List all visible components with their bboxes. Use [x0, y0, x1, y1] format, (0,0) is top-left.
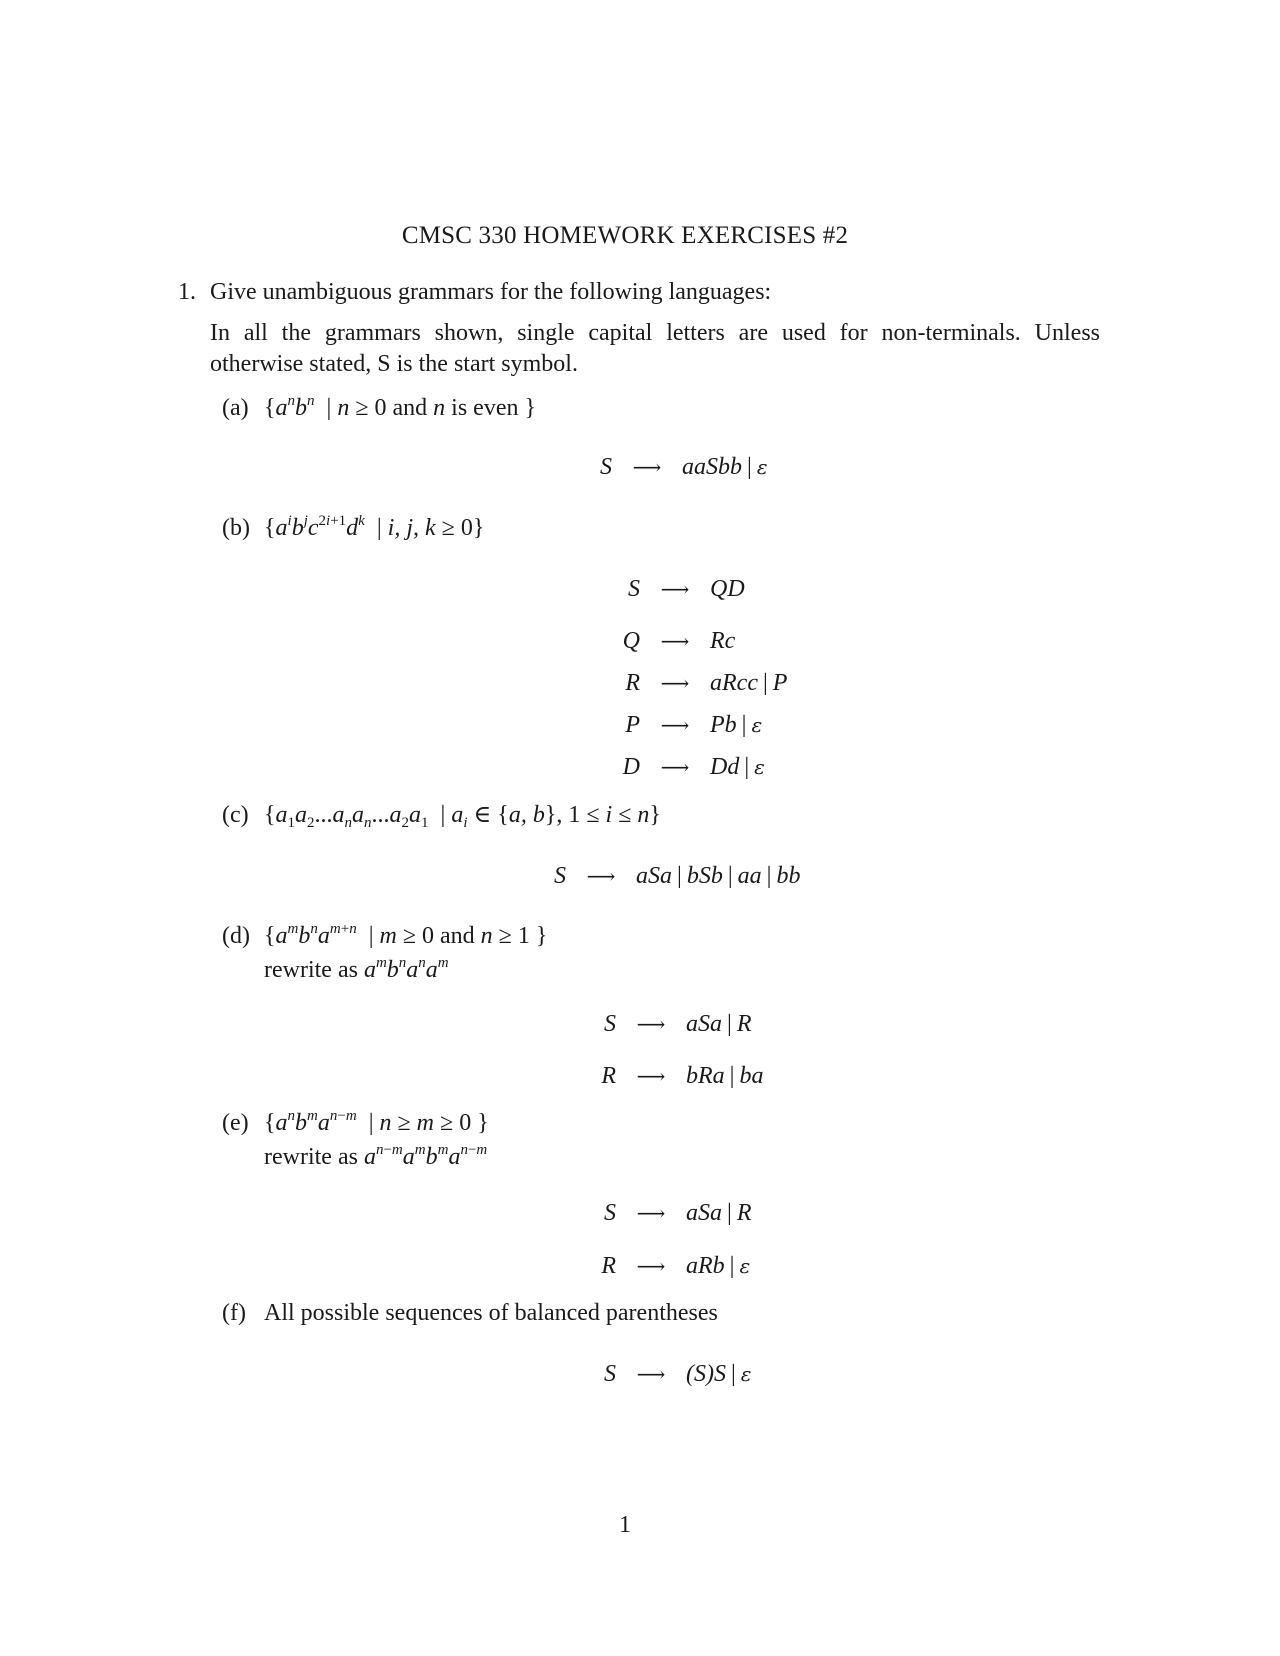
- rule-alternative: ε: [739, 1254, 751, 1278]
- rule-alternative: Pb: [710, 712, 737, 738]
- part-a-statement: (a) {$a^nb^n$ | n ≥ 0 and n is even }: [222, 393, 537, 421]
- and-text: and: [440, 923, 475, 949]
- rule-arrow: ⟶: [660, 629, 690, 653]
- rule-alternative: aRcc: [710, 670, 758, 696]
- production-rule: [600, 754, 765, 781]
- intro-line-2: otherwise stated, S is the start symbol.: [210, 351, 578, 377]
- intro-line-1: In all the grammars shown, single capital letters are used for non-terminals. Unless: [210, 320, 1100, 346]
- production-rule: [572, 454, 768, 481]
- rule-rhs: [710, 754, 765, 781]
- alternative-separator: |: [727, 1200, 732, 1226]
- part-label: (d): [222, 923, 250, 949]
- rule-arrow: ⟶: [660, 755, 690, 779]
- rule-alternative: ba: [739, 1063, 764, 1089]
- alternative-separator: |: [677, 863, 682, 889]
- part-label: (c): [222, 802, 249, 828]
- part-label: (f): [222, 1300, 246, 1326]
- rule-alternative: P: [772, 670, 788, 696]
- page-title: CMSC 330 HOMEWORK EXERCISES #2: [401, 222, 849, 249]
- rule-lhs: P: [625, 712, 640, 738]
- rule-alternative: bSb: [686, 863, 723, 889]
- production-rule: [600, 712, 762, 739]
- rewrite-text: rewrite as: [264, 1144, 358, 1170]
- production-rule: [576, 1253, 750, 1280]
- production-rule: [576, 1200, 751, 1227]
- rule-lhs: S: [600, 454, 612, 480]
- rule-lhs: R: [601, 1063, 616, 1089]
- rule-alternative: ε: [754, 755, 765, 779]
- alternative-separator: |: [729, 1253, 735, 1279]
- question-intro: [210, 318, 1100, 380]
- rule-lhs: R: [625, 670, 640, 696]
- alternative-separator: |: [744, 754, 750, 780]
- rule-alternative: bb: [776, 863, 801, 889]
- alternative-separator: |: [727, 863, 733, 889]
- rule-arrow: ⟶: [660, 577, 690, 601]
- rule-rhs: [686, 1253, 750, 1280]
- rule-alternative: (S)S: [686, 1361, 726, 1387]
- rule-alternative: ε: [751, 713, 763, 737]
- rule-rhs: [636, 863, 800, 890]
- page-number: 1: [619, 1512, 631, 1538]
- rule-arrow: ⟶: [636, 1201, 666, 1225]
- part-c-statement: (c) {$a_1a_2...a_na_n...a_2a_1$ | $a_i$ ∈ {a, b}, 1 ≤ i ≤ n}: [222, 802, 661, 831]
- rule-arrow: ⟶: [586, 864, 616, 888]
- part-f-text: All possible sequences of balanced parentheses: [264, 1300, 718, 1326]
- question-number: 1.: [178, 279, 196, 305]
- rule-lhs: S: [604, 1361, 616, 1387]
- production-rule: [576, 1011, 751, 1038]
- part-d-rewrite: rewrite as $a^mb^na^na^m$: [264, 955, 449, 983]
- rule-alternative: aa: [737, 863, 762, 889]
- alternative-separator: |: [747, 454, 752, 480]
- rule-alternative: aSa: [636, 863, 672, 889]
- rule-alternative: QD: [710, 576, 745, 602]
- rule-arrow: ⟶: [660, 713, 690, 737]
- rule-alternative: R: [736, 1011, 752, 1037]
- rule-arrow: ⟶: [636, 1064, 666, 1088]
- rule-rhs: [710, 628, 735, 655]
- part-label: (e): [222, 1110, 249, 1136]
- rule-rhs: [710, 576, 745, 603]
- and-text: and: [392, 395, 428, 421]
- rule-alternative: bRa: [686, 1063, 725, 1089]
- part-label: (a): [222, 395, 249, 421]
- part-b-statement: (b) {$a^ib^jc^{2i+1}d^k$ | i, j, k ≥ 0}: [222, 513, 485, 541]
- alternative-separator: |: [727, 1011, 732, 1037]
- rule-rhs: [686, 1011, 751, 1038]
- rule-arrow: ⟶: [660, 671, 690, 695]
- rule-lhs: S: [554, 863, 566, 889]
- rule-alternative: aSa: [686, 1011, 722, 1037]
- rule-alternative: Rc: [710, 628, 736, 654]
- rule-rhs: [710, 712, 762, 739]
- alternative-separator: |: [730, 1361, 736, 1387]
- rewrite-text: rewrite as: [264, 957, 358, 983]
- rule-alternative: ε: [740, 1362, 752, 1386]
- part-f-statement: [222, 1300, 718, 1327]
- rule-rhs: [686, 1361, 752, 1388]
- even-text: is even: [451, 395, 519, 421]
- rule-lhs: Q: [622, 628, 640, 654]
- alternative-separator: |: [762, 670, 768, 696]
- rule-lhs: S: [628, 576, 640, 602]
- rule-alternative: ε: [756, 455, 768, 479]
- rule-rhs: [710, 670, 787, 697]
- production-rule: [600, 670, 787, 697]
- rule-alternative: Dd: [710, 754, 740, 780]
- rule-lhs: R: [601, 1253, 616, 1279]
- rule-lhs: S: [604, 1011, 616, 1037]
- rule-alternative: R: [736, 1200, 752, 1226]
- part-d-statement: (d) {$a^mb^na^{m+n}$ | m ≥ 0 and n ≥ 1 }: [222, 921, 548, 949]
- rule-lhs: S: [604, 1200, 616, 1226]
- alternative-separator: |: [741, 712, 747, 738]
- rule-rhs: [686, 1063, 763, 1090]
- production-rule: [576, 1063, 763, 1090]
- rule-arrow: ⟶: [636, 1254, 666, 1278]
- production-rule: [526, 863, 800, 890]
- rule-alternative: aRb: [686, 1253, 725, 1279]
- rule-rhs: [682, 454, 768, 481]
- rule-alternative: aSa: [686, 1200, 722, 1226]
- part-label: (b): [222, 515, 250, 541]
- production-rule: [576, 1361, 752, 1388]
- part-e-rewrite: rewrite as $a^{n-m}a^mb^ma^{n-m}$: [264, 1142, 488, 1170]
- rule-arrow: ⟶: [636, 1362, 666, 1386]
- rule-arrow: ⟶: [636, 1012, 666, 1036]
- rule-alternative: aaSbb: [682, 454, 742, 480]
- production-rule: [600, 576, 745, 603]
- production-rule: [600, 628, 735, 655]
- part-e-statement: (e) {$a^nb^ma^{n-m}$ | n ≥ m ≥ 0 }: [222, 1108, 489, 1136]
- question-text: Give unambiguous grammars for the following languages:: [210, 279, 772, 305]
- rule-rhs: [686, 1200, 751, 1227]
- rule-arrow: ⟶: [632, 455, 662, 479]
- alternative-separator: |: [766, 863, 772, 889]
- rule-lhs: D: [622, 754, 640, 780]
- alternative-separator: |: [729, 1063, 735, 1089]
